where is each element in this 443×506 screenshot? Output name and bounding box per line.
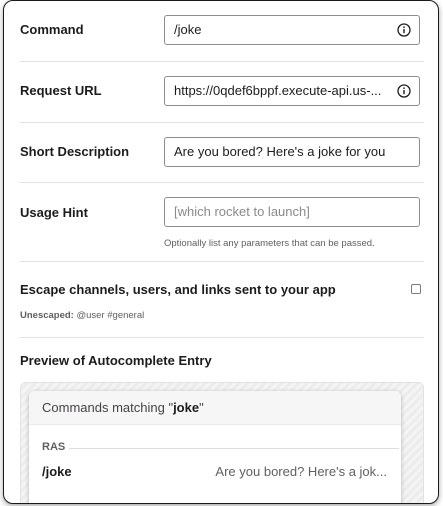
command-label: Command xyxy=(20,22,84,37)
short-description-input[interactable] xyxy=(164,137,420,167)
usage-hint-row xyxy=(20,183,424,262)
unescaped-example xyxy=(20,310,144,321)
header-suffix: " xyxy=(199,400,204,415)
request-url-row xyxy=(20,62,424,123)
preview-title: Preview of Autocomplete Entry xyxy=(20,353,212,368)
autocomplete-description: Are you bored? Here's a jok... xyxy=(215,464,387,479)
header-term: joke xyxy=(173,400,200,415)
header-prefix: Commands matching " xyxy=(42,400,174,415)
form-content xyxy=(20,1,424,479)
slash-command-form-window xyxy=(3,0,439,504)
usage-hint-help-text: Optionally list any parameters that can be passed. xyxy=(164,238,375,249)
info-icon[interactable] xyxy=(397,23,411,37)
unescaped-value: @user #general xyxy=(76,310,145,321)
request-url-input-value: https://0qdef6bppf.execute-api.us-... xyxy=(174,83,382,98)
usage-hint-label: Usage Hint xyxy=(20,205,88,220)
short-description-input-value: Are you bored? Here's a joke for you xyxy=(174,144,386,159)
autocomplete-card xyxy=(29,391,401,504)
request-url-input[interactable] xyxy=(164,76,420,106)
autocomplete-command[interactable]: /joke xyxy=(42,464,72,479)
escape-label: Escape channels, users, and links sent to your app xyxy=(20,282,336,297)
usage-hint-input[interactable] xyxy=(164,197,420,227)
short-description-row xyxy=(20,123,424,183)
group-divider xyxy=(69,448,399,449)
command-input[interactable] xyxy=(164,15,420,45)
command-row xyxy=(20,1,424,62)
info-icon[interactable] xyxy=(397,84,411,98)
autocomplete-header xyxy=(29,391,401,425)
autocomplete-group-label: RAS xyxy=(42,441,66,453)
usage-hint-placeholder: [which rocket to launch] xyxy=(174,204,310,219)
divider xyxy=(20,337,424,338)
preview-area xyxy=(20,382,424,504)
request-url-label: Request URL xyxy=(20,83,102,98)
unescaped-label: Unescaped: xyxy=(20,310,74,321)
command-input-value: /joke xyxy=(174,22,202,37)
short-description-label: Short Description xyxy=(20,144,130,159)
escape-checkbox[interactable] xyxy=(411,284,421,294)
